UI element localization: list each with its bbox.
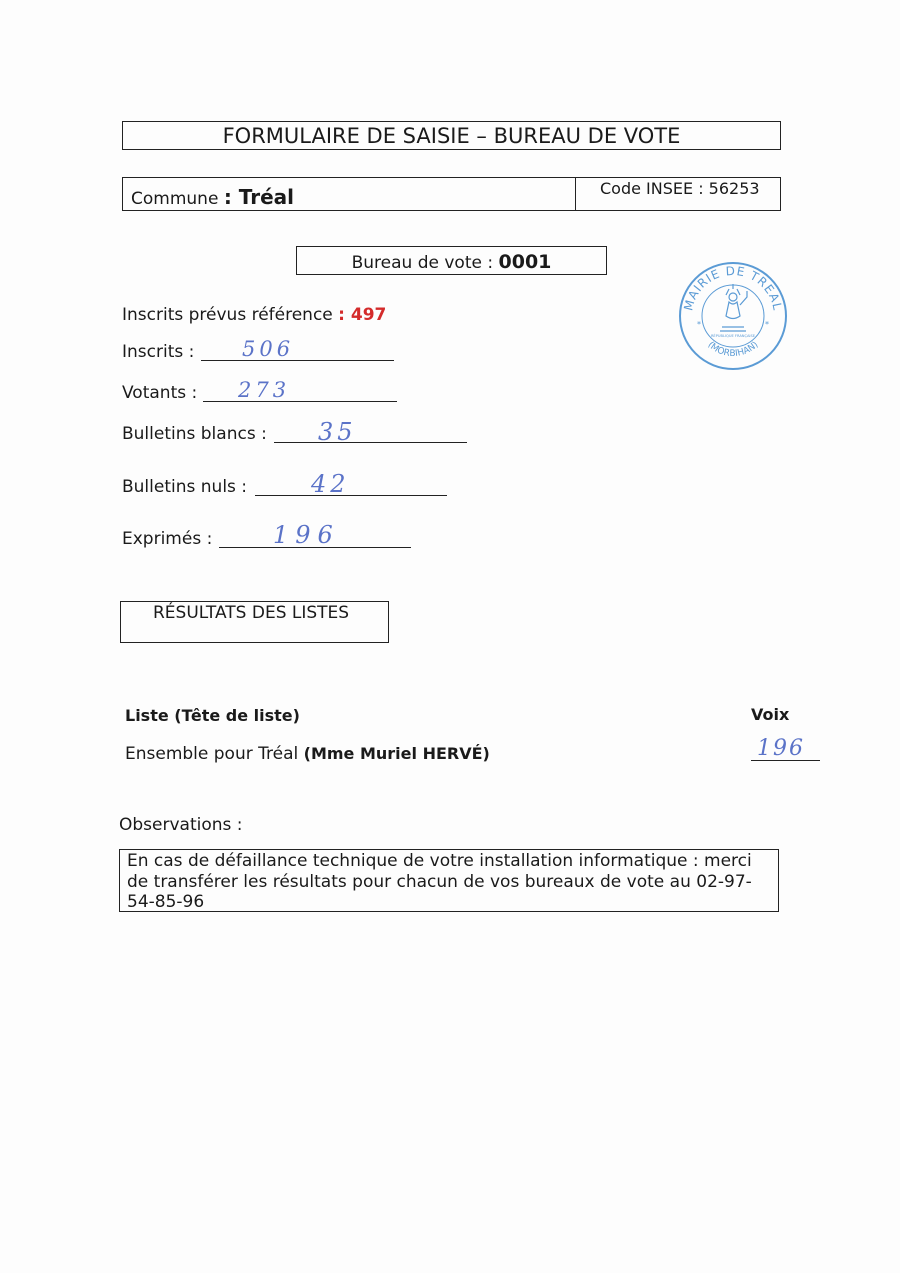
stamp-star-icon: * <box>765 320 769 329</box>
inscrits-value[interactable]: 506 <box>242 337 295 361</box>
stamp-top-text: MAIRIE DE TREAL <box>681 263 785 313</box>
commune-separator: : <box>223 185 239 209</box>
inscrits-label: Inscrits : <box>122 342 195 362</box>
commune-box <box>122 177 576 211</box>
reference-value: : 497 <box>338 305 387 325</box>
mairie-stamp <box>676 259 790 373</box>
results-heading: RÉSULTATS DES LISTES <box>120 601 389 643</box>
bureau-label: Bureau de vote <box>351 253 482 273</box>
nuls-label: Bulletins nuls : <box>122 477 248 497</box>
list-head: (Mme Muriel HERVÉ) <box>303 744 490 763</box>
inscrits-line <box>201 360 394 361</box>
stamp-small-text: RÉPUBLIQUE FRANÇAISE <box>710 334 756 338</box>
bureau-value: 0001 <box>498 251 552 273</box>
observations-label: Observations : <box>119 815 243 835</box>
votants-label: Votants : <box>122 383 198 403</box>
exprimes-label: Exprimés : <box>122 529 213 549</box>
list-name: Ensemble pour Tréal <box>125 744 299 764</box>
votes-column-header: Voix <box>751 705 790 724</box>
reference-label: Inscrits prévus référence <box>122 305 333 325</box>
marianne-figure-icon <box>720 284 747 331</box>
bureau-separator: : <box>487 253 499 273</box>
insee-code: Code INSEE : 56253 <box>575 177 781 211</box>
commune-label: Commune <box>131 189 219 209</box>
exprimes-value[interactable]: 196 <box>273 521 340 549</box>
list-votes-value[interactable]: 196 <box>757 736 805 761</box>
stamp-star-icon: * <box>697 320 701 329</box>
stamp-bottom-text: (MORBIHAN) <box>705 340 761 360</box>
list-column-header: Liste (Tête de liste) <box>125 706 300 725</box>
observations-box: En cas de défaillance technique de votre installation informatique : merci de transférer les résultats pour chacun de vos bureaux de vote au 02-97-54-85-96 <box>119 849 779 912</box>
list-row <box>125 744 490 764</box>
commune-value: Tréal <box>238 185 295 209</box>
nuls-value[interactable]: 42 <box>311 470 350 498</box>
nuls-line <box>255 495 447 496</box>
blancs-label: Bulletins blancs : <box>122 424 267 444</box>
form-title: FORMULAIRE DE SAISIE – BUREAU DE VOTE <box>122 121 781 150</box>
votants-line <box>203 401 397 402</box>
blancs-line <box>274 442 467 443</box>
blancs-value[interactable]: 35 <box>318 418 357 446</box>
votants-value[interactable]: 273 <box>238 378 291 402</box>
reference-registered <box>122 305 386 325</box>
bureau-box <box>296 246 607 275</box>
